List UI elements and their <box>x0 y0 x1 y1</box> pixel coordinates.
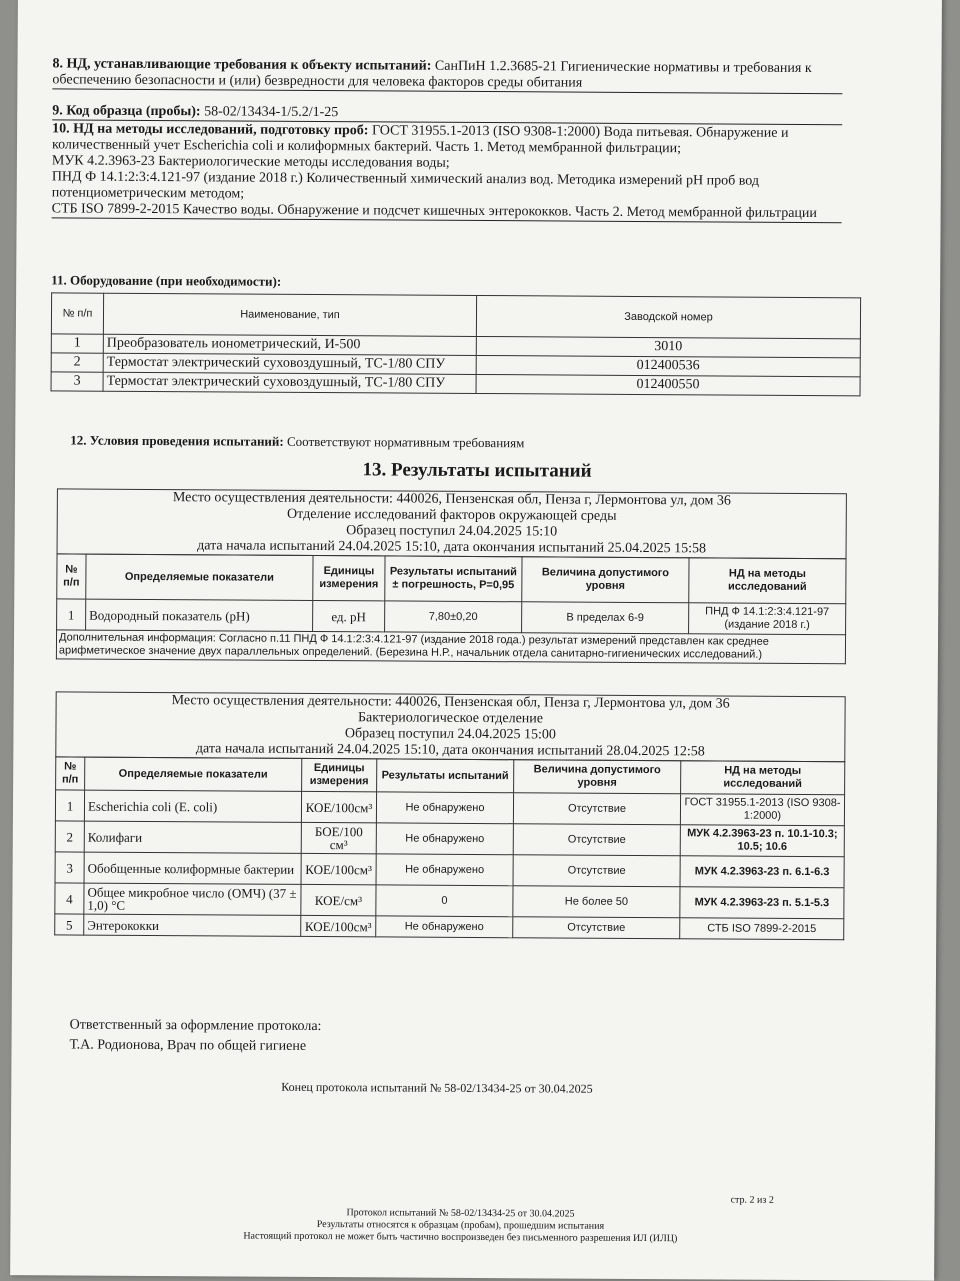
responsible-name: Т.А. Родионова, Врач по общей гигиене <box>69 1037 307 1054</box>
location-line: Место осуществления деятельности: 440026, Пензенская обл, Пенза г, Лермонтова ул, дом 36 <box>171 693 730 712</box>
cell-indicator: Escherichia coli (E. coli) <box>84 790 301 822</box>
protocol-end: Конец протокола испытаний № 58-02/13434-25 от 30.04.2025 <box>281 1079 593 1096</box>
cell-method: СТБ ISO 7899-2-2015 <box>680 918 844 940</box>
col-num: № п/п <box>57 554 86 599</box>
cell-method: МУК 4.2.3963-23 п. 10.1-10.3; 10.5; 10.6 <box>680 825 844 857</box>
table-row <box>55 821 844 857</box>
cell-num: 1 <box>51 334 103 353</box>
cell-limit: В пределах 6-9 <box>522 602 689 634</box>
cell-result: 0 <box>376 885 513 917</box>
cell-units: КОЕ/см³ <box>301 884 376 915</box>
table-header-row <box>51 293 860 339</box>
col-result: Результаты испытаний <box>377 759 514 793</box>
responsible-block <box>69 1016 321 1058</box>
section-8-label: 8. НД, устанавливающие требования к объекту испытаний: <box>52 56 432 74</box>
col-method: НД на методы исследований <box>681 761 845 795</box>
table-row <box>55 790 844 826</box>
table-row <box>55 852 844 888</box>
cell-indicator: Водородный показатель (рН) <box>86 599 313 631</box>
table-header-row <box>56 757 845 795</box>
section-12 <box>70 433 524 452</box>
location-line: Место осуществления деятельности: 440026, Пензенская обл, Пенза г, Лермонтова ул, дом 36 <box>172 490 731 509</box>
section-8-text: СанПиН 1.2.3685-21 Гигиенические нормативы и требования к обеспечению безопасности и (или) безвредности для человека факторов среды обитания <box>52 58 812 91</box>
section-10 <box>52 121 843 223</box>
dates-line: дата начала испытаний 24.04.2025 15:10, дата окончания испытаний 25.04.2025 15:58 <box>197 538 707 557</box>
received-line: Образец поступил 24.04.2025 15:10 <box>346 523 558 540</box>
cell-result: Не обнаружено <box>376 823 513 855</box>
cell-method: ГОСТ 31955.1-2013 (ISO 9308-1:2000) <box>680 794 844 826</box>
cell-name: Термостат электрический суховоздушный, ТС-1/80 СПУ <box>103 353 476 374</box>
col-name: Наименование, тип <box>103 293 476 336</box>
results-table-1 <box>56 553 846 635</box>
section-10-line: СТБ ISO 7899-2-2015 Качество воды. Обнаружение и подсчет кишечных энтерококков. Часть 2. Метод мембранной фильтрации <box>51 201 817 222</box>
section-10-line: ПНД Ф 14.1:2:3:4.121-97 (издание 2018 г.) Количественный химический анализ вод. Методика измерений pH проб вод потенциометрическим методом; <box>51 169 760 202</box>
additional-info: Дополнительная информация: Согласно п.11 ПНД Ф 14.1:2:3:4.121-97 (издание 2018 года.) результат измерений представлен как среднее арифметическое значение двух параллельных определений. (Березина Н.Р., начальник отдела санитарно-гигиенических исследований.) <box>56 630 846 664</box>
footer-line: Результаты относятся к образцам (пробам), прошедшим испытания <box>316 1219 605 1232</box>
cell-result: Не обнаружено <box>376 854 513 886</box>
col-limit: Величина допустимого уровня <box>522 557 689 603</box>
cell-num: 3 <box>55 852 84 883</box>
cell-units: КОЕ/100см³ <box>301 853 376 884</box>
cell-limit: Отсутствие <box>513 855 680 887</box>
department-line: Бактериологическое отделение <box>357 710 544 727</box>
col-limit: Величина допустимого уровня <box>514 760 681 794</box>
table-row <box>51 372 860 396</box>
section-12-text: Соответствуют нормативным требованиям <box>286 433 525 451</box>
cell-indicator: Обобщенные колиформные бактерии <box>84 852 301 884</box>
document-page <box>10 0 942 1281</box>
col-num: № п/п <box>56 757 85 790</box>
col-units: Единицы измерения <box>313 555 385 600</box>
col-indicator: Определяемые показатели <box>85 757 302 791</box>
footer-line: Протокол испытаний № 58-02/13434-25 от 30.04.2025 <box>346 1207 575 1220</box>
cell-limit: Отсутствие <box>513 917 680 939</box>
footer <box>190 1206 730 1245</box>
section-11-title: 11. Оборудование (при необходимости): <box>51 272 282 289</box>
table-row <box>55 883 844 919</box>
cell-units: КОЕ/100см³ <box>301 915 376 936</box>
cell-num: 1 <box>55 790 84 821</box>
cell-name: Преобразователь иономeтрический, И-500 <box>103 334 476 355</box>
results-block-1 <box>56 488 847 664</box>
section-10-line: ГОСТ 31955.1-2013 (ISO 9308-1:2000) Вода питьевая. Обнаружение и количественный учет Escherichia coli и колиформных бактерий. Часть 1. Метод мембранной фильтрации; <box>51 123 789 157</box>
cell-num: 1 <box>57 599 86 630</box>
cell-result: Не обнаружено <box>376 792 513 824</box>
cell-result: 7,80±0,20 <box>385 601 522 633</box>
cell-serial: 012400550 <box>476 374 860 395</box>
col-num: № п/п <box>51 293 103 334</box>
cell-indicator: Энтерококки <box>84 914 301 936</box>
cell-units: КОЕ/100см³ <box>301 791 376 822</box>
section-10-line: МУК 4.2.3963-23 Бактериологические методы исследования воды; <box>51 153 450 171</box>
cell-name: Термостат электрический суховоздушный, ТС-1/80 СПУ <box>103 372 476 393</box>
cell-method: МУК 4.2.3963-23 п. 5.1-5.3 <box>680 887 844 919</box>
cell-units: БОЕ/100 см³ <box>301 822 376 853</box>
dates-line: дата начала испытаний 24.04.2025 15:10, дата окончания испытаний 28.04.2025 12:58 <box>195 741 705 760</box>
responsible-label: Ответственный за оформление протокола: <box>69 1017 322 1035</box>
cell-num: 4 <box>55 883 84 914</box>
block-2-header <box>55 691 845 762</box>
block-1-header <box>57 488 847 559</box>
section-12-label: 12. Условия проведения испытаний: <box>70 432 284 449</box>
page-number: стр. 2 из 2 <box>730 1194 774 1206</box>
received-line: Образец поступил 24.04.2025 15:00 <box>344 726 556 743</box>
table-row <box>57 599 846 635</box>
section-8 <box>52 56 842 94</box>
results-title: 13. Результаты испытаний <box>362 459 592 482</box>
col-units: Единицы измерения <box>302 758 377 791</box>
cell-units: ед. pH <box>313 600 385 631</box>
cell-num: 2 <box>55 821 84 852</box>
cell-num: 3 <box>51 372 103 391</box>
section-9-label: 9. Код образца (пробы): <box>52 103 201 120</box>
cell-limit: Отсутствие <box>513 824 680 856</box>
cell-indicator: Колифаги <box>84 821 301 853</box>
col-serial: Заводской номер <box>476 295 860 338</box>
cell-result: Не обнаружено <box>376 916 513 938</box>
cell-method: ПНД Ф 14.1:2:3:4.121-97 (издание 2018 г.) <box>689 603 846 635</box>
cell-serial: 012400536 <box>476 355 860 376</box>
table-row <box>55 914 844 940</box>
equipment-table <box>51 292 862 396</box>
table-header-row <box>57 554 846 604</box>
results-block-2 <box>54 691 845 940</box>
col-method: НД на методы исследований <box>689 558 846 604</box>
department-line: Отделение исследований факторов окружающей среды <box>287 506 617 524</box>
cell-limit: Не более 50 <box>513 886 680 918</box>
section-10-label: 10. НД на методы исследований, подготовку проб: <box>52 121 369 139</box>
col-indicator: Определяемые показатели <box>86 554 313 600</box>
cell-limit: Отсутствие <box>513 793 680 825</box>
footer-line: Настоящий протокол не может быть частично воспроизведен без письменного разрешения ИЛ (ИЛЦ) <box>243 1230 678 1245</box>
col-result: Результаты испытаний ± погрешность, Р=0,95 <box>385 556 522 602</box>
cell-serial: 3010 <box>476 336 860 357</box>
cell-method: МУК 4.2.3963-23 п. 6.1-6.3 <box>680 856 844 888</box>
section-11-label <box>51 272 841 293</box>
results-table-2 <box>54 756 845 940</box>
cell-num: 2 <box>51 353 103 372</box>
section-9-text: 58-02/13434-1/5.2/1-25 <box>204 104 339 121</box>
cell-indicator: Общее микробное число (ОМЧ) (37 ± 1,0) °С <box>84 883 301 915</box>
cell-num: 5 <box>55 914 84 935</box>
